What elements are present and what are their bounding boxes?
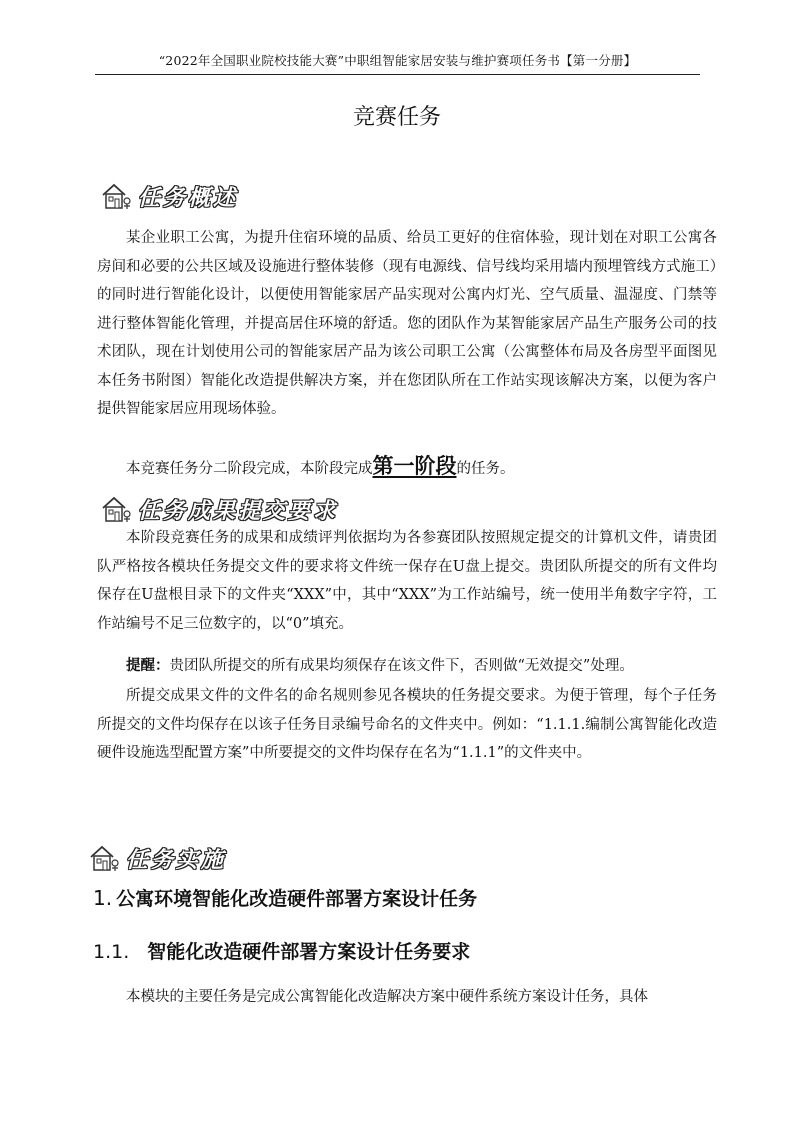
house-icon: [88, 843, 120, 873]
section-label-implementation: 任务实施: [126, 847, 227, 873]
heading-2-text: 智能化改造硬件部署方案设计任务要求: [147, 941, 471, 963]
section-label-submission: 任务成果提交要求: [138, 498, 339, 524]
section-heading-implementation: [88, 842, 226, 874]
stage-emphasis: 第一阶段: [372, 454, 457, 478]
reminder-text: 贵团队所提交的所有成果均须保存在该文件下，否则做“无效提交”处理。: [169, 658, 634, 674]
heading-level-1: [93, 882, 477, 915]
page-title: 竞赛任务: [352, 105, 441, 130]
section-heading-submission: [100, 493, 338, 525]
naming-rule-paragraph: 所提交成果文件的文件名的命名规则参见各模块的任务提交要求。为便于管理，每个子任务所提交的文件均保存在以该子任务目录编号命名的文件夹中。例如：“1.1.1.编制公寓智能化改造硬件设施选型配置方案”中所要提交的文件均保存在名为“1.1.1”的文件夹中。: [97, 688, 717, 761]
overview-paragraph: 某企业职工公寓，为提升住宿环境的品质、给员工更好的住宿体验，现计划在对职工公寓各房间和必要的公共区域及设施进行整体装修（现有电源线、信号线均采用墙内预埋管线方式施工）的同时进行智能化设计，以便使用智能家居产品实现对公寓内灯光、空气质量、温湿度、门禁等进行整体智能化管理，并提高居住环境的舒适。您的团队作为某智能家居产品生产服务公司的技术团队，现在计划使用公司的智能家居产品为该公司职工公寓（公寓整体布局及各房型平面图见本任务书附图）智能化改造提供解决方案，并在您团队所在工作站实现该解决方案，以便为客户提供智能家居应用现场体验。: [97, 230, 717, 417]
stage-text-before: 本竞赛任务分二阶段完成，本阶段完成: [126, 461, 373, 477]
section-heading-overview: [100, 180, 238, 212]
section-label-overview: 任务概述: [138, 185, 239, 211]
house-icon: [100, 494, 132, 524]
module-paragraph: 本模块的主要任务是完成公寓智能化改造解决方案中硬件系统方案设计任务，具体: [126, 989, 648, 1005]
stage-text-after: 的任务。: [456, 461, 515, 477]
stage-line: [126, 449, 515, 486]
reminder-label: 提醒：: [126, 657, 170, 674]
reminder-paragraph: [97, 652, 717, 681]
heading-1-text: 公寓环境智能化改造硬件部署方案设计任务: [116, 888, 478, 910]
heading-1-number: 1.: [93, 886, 113, 910]
running-header: [95, 52, 700, 75]
house-icon: [100, 181, 132, 211]
heading-level-2: [93, 936, 470, 968]
header-text: “2022年全国职业院校技能大赛”中职组智能家居安装与维护赛项任务书【第一分册】: [158, 53, 637, 68]
submission-paragraph: 本阶段竞赛任务的成果和成绩评判依据均为各参赛团队按照规定提交的计算机文件，请贵团队严格按各模块任务提交文件的要求将文件统一保存在U盘上提交。贵团队所提交的所有文件均保存在U盘根目录下的文件夹“XXX”中，其中“XXX”为工作站编号，统一使用半角数字字符，工作站编号不足三位数字的，以“0”填充。: [97, 530, 717, 632]
heading-2-number: 1.1.: [93, 941, 130, 963]
